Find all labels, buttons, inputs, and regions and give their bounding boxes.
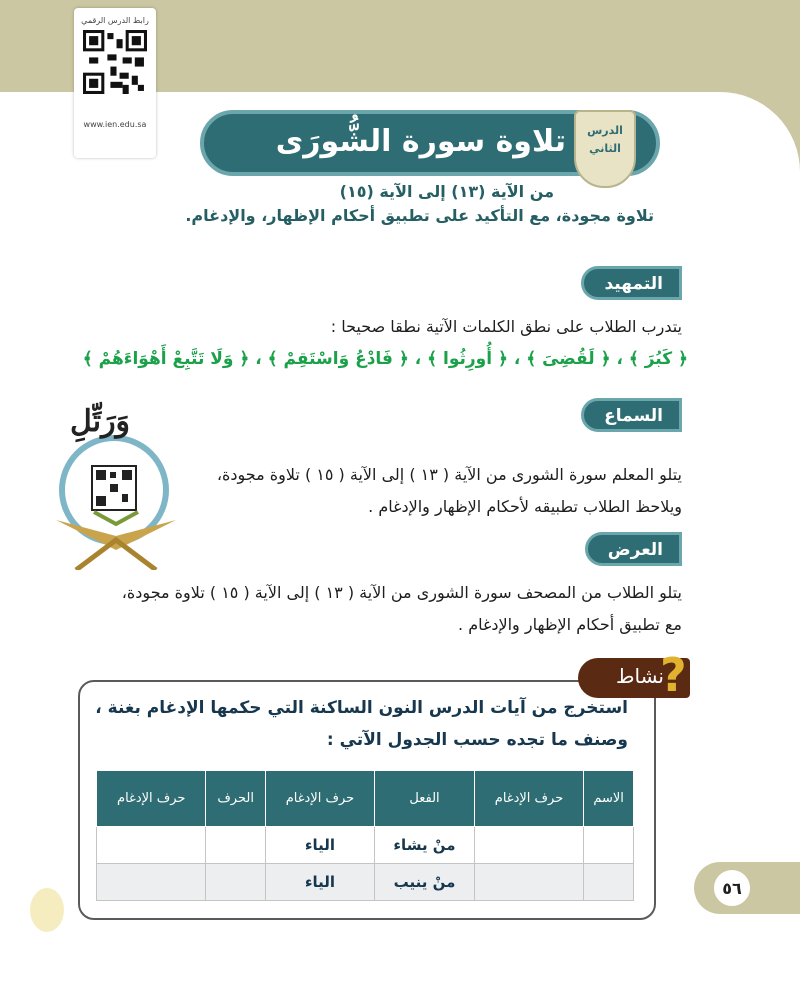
header-idgham-letter-1: حرف الإدغام — [474, 771, 583, 827]
lesson-range: من الآية (١٣) إلى الآية (١٥) — [339, 182, 554, 201]
presentation-text-2: مع تطبيق أحكام الإظهار والإدغام . — [458, 615, 682, 634]
table-cell[interactable] — [474, 827, 583, 864]
presentation-text-1: يتلو الطلاب من المصحف سورة الشورى من الآية ( ١٣ ) إلى الآية ( ١٥ ) تلاوة مجودة، — [121, 583, 682, 602]
section-listening-title: السماع — [581, 398, 682, 432]
table-cell[interactable] — [97, 827, 206, 864]
activity-question-2: وصنف ما تجده حسب الجدول الآتي : — [326, 730, 628, 750]
intro-text: يتدرب الطلاب على نطق الكلمات الآتية نطقا صحيحا : — [330, 317, 682, 336]
table-cell[interactable]: الياء — [265, 864, 374, 901]
section-presentation-title: العرض — [585, 532, 682, 566]
lesson-number-tag — [574, 110, 636, 188]
header-particle: الحرف — [206, 771, 265, 827]
lesson-tag-line2: الثاني — [589, 142, 621, 155]
table-cell[interactable]: الياء — [265, 827, 374, 864]
header-idgham-letter-2: حرف الإدغام — [265, 771, 374, 827]
table-cell[interactable] — [206, 827, 265, 864]
table-row — [97, 827, 634, 864]
quran-words: ﴿ كَبُرَ ﴾ ، ﴿ لَقُضِىَ ﴾ ، ﴿ أُورِثُوا ﴾ ، ﴿ فَادْعُ وَاسْتَقِمْ ﴾ ، ﴿ وَلَا تَتَّبِعْ أَهْوَاءَهُمْ ﴾ — [82, 349, 688, 369]
unit-title: الوحدة السابعة — [751, 116, 776, 276]
page-number: ٥٦ — [710, 866, 754, 910]
table-cell[interactable]: منْ ينيب — [375, 864, 475, 901]
table-row — [97, 864, 634, 901]
activity-tag: نشاط — [578, 658, 690, 698]
activity-table — [96, 770, 634, 901]
qr-card[interactable] — [74, 8, 156, 158]
lesson-tag-line1: الدرس — [587, 124, 623, 137]
table-cell[interactable] — [584, 827, 634, 864]
table-cell[interactable] — [584, 864, 634, 901]
lesson-goal: تلاوة مجودة، مع التأكيد على تطبيق أحكام الإظهار، والإدغام. — [185, 206, 654, 225]
corner-ornament-icon — [30, 888, 64, 932]
table-cell[interactable] — [206, 864, 265, 901]
section-intro-title: التمهيد — [581, 266, 682, 300]
calligraphy-text: وَرَتِّلِ — [70, 404, 131, 439]
header-idgham-letter-3: حرف الإدغام — [97, 771, 206, 827]
listening-text-1: يتلو المعلم سورة الشورى من الآية ( ١٣ ) إلى الآية ( ١٥ ) تلاوة مجودة، — [216, 465, 682, 484]
listening-text-2: ويلاحظ الطلاب تطبيقه لأحكام الإظهار والإدغام . — [368, 497, 682, 516]
table-cell[interactable]: منْ يشاء — [375, 827, 475, 864]
qr-caption: رابط الدرس الرقمي — [81, 16, 149, 25]
table-cell[interactable] — [97, 864, 206, 901]
header-verb: الفعل — [375, 771, 475, 827]
qr-code-icon[interactable] — [83, 30, 147, 94]
table-header-row — [97, 771, 634, 827]
qr-url: www.ien.edu.sa — [83, 120, 147, 129]
header-noun: الاسم — [584, 771, 634, 827]
question-mark-icon: ? — [660, 648, 687, 702]
lesson-title: تلاوة سورة الشُّورَى — [275, 124, 566, 159]
table-cell[interactable] — [474, 864, 583, 901]
activity-question-1: استخرج من آيات الدرس النون الساكنة التي حكمها الإدغام بغنة ، — [95, 698, 628, 718]
